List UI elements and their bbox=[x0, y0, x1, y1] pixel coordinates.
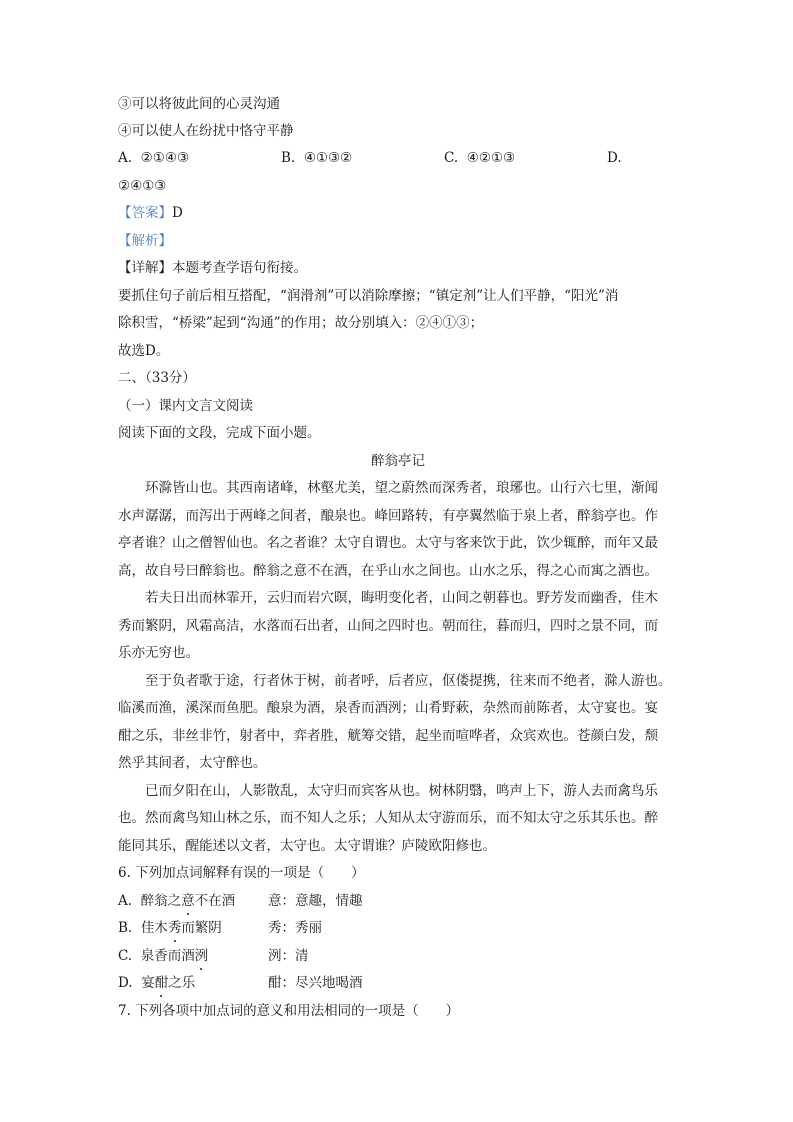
dotted-char: 秀 bbox=[167, 920, 182, 936]
dotted-char: 意 bbox=[181, 893, 195, 909]
passage-line: 乐亦无穷也。 bbox=[118, 645, 199, 661]
option-a: A. ②①④③ bbox=[118, 150, 190, 166]
gloss: 意：意趣，情趣 bbox=[268, 893, 363, 909]
passage-line: 环滁皆山也。其西南诸峰，林壑尤美，望之蔚然而深秀者，琅琊也。山行六七里，渐闻 bbox=[145, 480, 658, 496]
q6-option-a: A. 醉翁之意不在酒 意：意趣，情趣 bbox=[118, 893, 363, 909]
passage-line: 秀而繁阴，风霜高洁，水落而石出者，山间之四时也。朝而往，暮而归，四时之景不同，而 bbox=[118, 618, 658, 634]
question-6-stem: 6. 下列加点词解释有误的一项是（ ） bbox=[118, 865, 365, 881]
q6-option-c: C. 泉香而酒洌 洌：清 bbox=[118, 948, 309, 964]
gloss: 秀：秀丽 bbox=[268, 920, 322, 936]
passage-title: 醉翁亭记 bbox=[371, 453, 425, 469]
analysis-line-1: 要抓住句子前后相互搭配，“润滑剂”可以消除摩擦；“镇定剂”让人们平静，“阳光”消 bbox=[118, 288, 619, 304]
q6-option-d: D. 宴酣之乐 酣：尽兴地喝酒 bbox=[118, 975, 363, 991]
answer-value: D bbox=[172, 205, 183, 221]
section-subheading: （一）课内文言文阅读 bbox=[118, 398, 253, 414]
option-d-label: D. bbox=[607, 150, 622, 166]
dotted-char: 洌 bbox=[194, 948, 209, 964]
item-4: ④可以使人在纷扰中恪守平静 bbox=[118, 123, 294, 139]
passage-line: 亭者谁？山之僧智仙也。名之者谁？太守自谓也。太守与客来饮于此，饮少辄醉，而年又最 bbox=[118, 535, 658, 551]
passage-line: 至于负者歌于途，行者休于树，前者呼，后者应，伛偻提携，往来而不绝者，滁人游也。 bbox=[145, 673, 672, 689]
analysis-line-2: 除积雪，“桥梁”起到“沟通”的作用；故分别填入：②④①③； bbox=[118, 315, 484, 331]
answer bbox=[118, 203, 183, 223]
answer-label: 【答案】 bbox=[118, 205, 172, 221]
analysis-label: 【解析】 bbox=[118, 233, 172, 249]
section-instruction: 阅读下面的文段，完成下面小题。 bbox=[118, 425, 321, 441]
option-c: C. ④②①③ bbox=[444, 150, 516, 166]
passage-line: 酣之乐，非丝非竹，射者中，弈者胜，觥筹交错，起坐而喧哗者，众宾欢也。苍颜白发，颓 bbox=[118, 728, 658, 744]
passage-line: 已而夕阳在山，人影散乱，太守归而宾客从也。树林阴翳，鸣声上下，游人去而禽鸟乐 bbox=[145, 783, 658, 799]
option-d-value: ②④①③ bbox=[118, 178, 167, 194]
passage-line: 然乎其间者，太守醉也。 bbox=[118, 755, 267, 771]
option-b: B. ④①③② bbox=[281, 150, 353, 166]
question-7-stem: 7. 下列各项中加点词的意义和用法相同的一项是（ ） bbox=[118, 1003, 460, 1019]
passage-line: 若夫日出而林霏开，云归而岩穴暝，晦明变化者，山间之朝暮也。野芳发而幽香，佳木 bbox=[145, 590, 658, 606]
passage-line: 能同其乐，醒能述以文者，太守也。太守谓谁？庐陵欧阳修也。 bbox=[118, 838, 496, 854]
dotted-char: 酣 bbox=[154, 975, 169, 991]
passage-line: 也。然而禽鸟知山林之乐，而不知人之乐；人知从太守游而乐，而不知太守之乐其乐也。醉 bbox=[118, 810, 658, 826]
analysis-detail: 【详解】本题考查学语句衔接。 bbox=[118, 260, 307, 276]
gloss: 酣：尽兴地喝酒 bbox=[268, 975, 363, 991]
gloss: 洌：清 bbox=[268, 948, 309, 964]
passage-line: 高，故自号曰醉翁也。醉翁之意不在酒，在乎山水之间也。山水之乐，得之心而寓之酒也。 bbox=[118, 563, 658, 579]
q6-option-b: B. 佳木秀而繁阴 秀：秀丽 bbox=[118, 920, 322, 936]
passage-line: 水声潺潺，而泻出于两峰之间者，酿泉也。峰回路转，有亭翼然临于泉上者，醉翁亭也。作 bbox=[118, 508, 658, 524]
item-3: ③可以将彼此间的心灵沟通 bbox=[118, 96, 280, 112]
passage-line: 临溪而渔，溪深而鱼肥。酿泉为酒，泉香而酒洌；山肴野蔌，杂然而前陈者，太守宴也。宴 bbox=[118, 700, 658, 716]
section-heading: 二、（33分） bbox=[118, 370, 196, 386]
analysis-conclusion: 故选D。 bbox=[118, 343, 170, 359]
